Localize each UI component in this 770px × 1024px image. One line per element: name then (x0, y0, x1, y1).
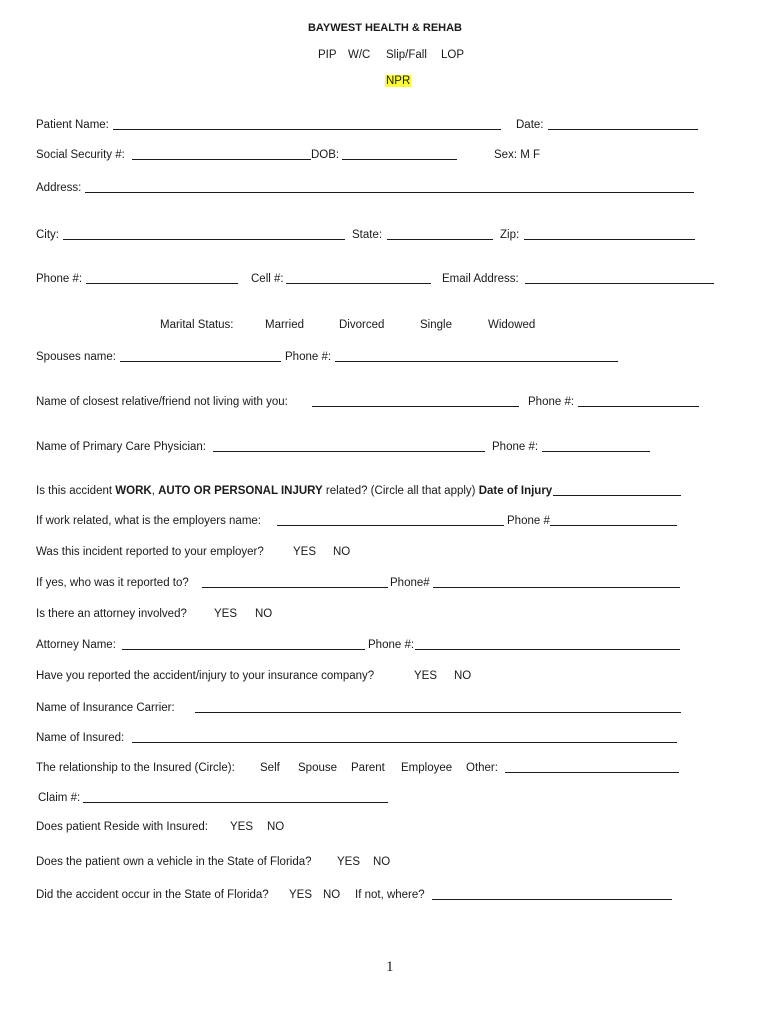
ssn-label: Social Security #: (36, 149, 125, 161)
attorney-yes[interactable]: YES (214, 608, 238, 620)
pcp-line[interactable] (213, 451, 485, 452)
marital-option-divorced[interactable]: Divorced (339, 319, 385, 331)
florida-question: Did the accident occur in the State of Florida? (36, 889, 269, 901)
dob-label: DOB: (311, 149, 340, 161)
vehicle-question: Does the patient own a vehicle in the State of Florida? (36, 856, 312, 868)
reside-no[interactable]: NO (267, 821, 285, 833)
attorney-phone-label: Phone #: (368, 639, 415, 651)
relative-line[interactable] (312, 406, 519, 407)
marital-option-married[interactable]: Married (265, 319, 304, 331)
reside-question: Does patient Reside with Insured: (36, 821, 208, 833)
insurance-no[interactable]: NO (454, 670, 472, 682)
marital-option-single[interactable]: Single (420, 319, 452, 331)
category-pip: PIP (318, 49, 337, 61)
cell-label: Cell #: (251, 273, 284, 285)
zip-label: Zip: (500, 229, 520, 241)
marital-option-widowed[interactable]: Widowed (488, 319, 536, 331)
reported-to-label: If yes, who was it reported to? (36, 577, 189, 589)
vehicle-no[interactable]: NO (373, 856, 391, 868)
injury-date-line[interactable] (553, 495, 681, 496)
attorney-question: Is there an attorney involved? (36, 608, 187, 620)
attorney-name-line[interactable] (122, 649, 365, 650)
vehicle-yes[interactable]: YES (337, 856, 361, 868)
carrier-line[interactable] (195, 712, 681, 713)
if-not-where-line[interactable] (432, 899, 672, 900)
category-lop: LOP (441, 49, 465, 61)
employer-label: If work related, what is the employers name: (36, 515, 261, 527)
marital-status-label: Marital Status: (160, 319, 234, 331)
zip-line[interactable] (524, 239, 695, 240)
if-not-where-label: If not, where? (355, 889, 425, 901)
relationship-spouse[interactable]: Spouse (298, 762, 338, 774)
insured-label: Name of Insured: (36, 732, 125, 744)
reported-phone-label: Phone# (390, 577, 430, 589)
spouse-phone-line[interactable] (335, 361, 618, 362)
phone-label: Phone #: (36, 273, 83, 285)
reported-question: Was this incident reported to your employer? (36, 546, 264, 558)
email-line[interactable] (525, 283, 714, 284)
insured-line[interactable] (132, 742, 677, 743)
pcp-label: Name of Primary Care Physician: (36, 441, 206, 453)
claim-label: Claim #: (38, 792, 81, 804)
employer-phone-label: Phone # (507, 515, 550, 527)
phone-line[interactable] (86, 283, 238, 284)
address-label: Address: (36, 182, 82, 194)
employer-phone-line[interactable] (550, 525, 677, 526)
sex-label: Sex: M F (494, 149, 541, 161)
patient-name-line[interactable] (113, 129, 501, 130)
category-wc: W/C (348, 49, 371, 61)
relationship-employee[interactable]: Employee (401, 762, 453, 774)
spouse-name-label: Spouses name: (36, 351, 116, 363)
reported-to-line[interactable] (202, 587, 388, 588)
relationship-label: The relationship to the Insured (Circle): (36, 762, 235, 774)
date-line[interactable] (548, 129, 698, 130)
accident-type-question: Is this accident WORK, AUTO OR PERSONAL INJURY related? (Circle all that apply) Date of Injury (36, 485, 553, 497)
relative-phone-label: Phone #: (528, 396, 575, 408)
reported-no[interactable]: NO (333, 546, 351, 558)
attorney-phone-line[interactable] (415, 649, 680, 650)
date-label: Date: (516, 119, 544, 131)
city-line[interactable] (63, 239, 345, 240)
relative-label: Name of closest relative/friend not living with you: (36, 396, 288, 408)
relationship-parent[interactable]: Parent (351, 762, 385, 774)
carrier-label: Name of Insurance Carrier: (36, 702, 175, 714)
email-label: Email Address: (442, 273, 519, 285)
spouse-name-line[interactable] (120, 361, 281, 362)
relationship-other: Other: (466, 762, 498, 774)
relationship-other-line[interactable] (505, 772, 679, 773)
patient-name-label: Patient Name: (36, 119, 109, 131)
category-slip-fall: Slip/Fall (386, 49, 427, 61)
insurance-yes[interactable]: YES (414, 670, 438, 682)
page-number: 1 (386, 959, 394, 975)
spouse-phone-label: Phone #: (285, 351, 332, 363)
cell-line[interactable] (286, 283, 431, 284)
reported-phone-line[interactable] (433, 587, 680, 588)
claim-line[interactable] (83, 802, 388, 803)
dob-line[interactable] (342, 159, 457, 160)
attorney-name-label: Attorney Name: (36, 639, 116, 651)
relationship-self[interactable]: Self (260, 762, 280, 774)
reside-yes[interactable]: YES (230, 821, 254, 833)
city-label: City: (36, 229, 59, 241)
relative-phone-line[interactable] (578, 406, 699, 407)
pcp-phone-label: Phone #: (492, 441, 539, 453)
employer-line[interactable] (277, 525, 504, 526)
attorney-no[interactable]: NO (255, 608, 273, 620)
category-npr: NPR (386, 75, 411, 87)
ssn-line[interactable] (132, 159, 311, 160)
insurance-question: Have you reported the accident/injury to your insurance company? (36, 670, 375, 682)
florida-no[interactable]: NO (323, 889, 341, 901)
state-label: State: (352, 229, 383, 241)
florida-yes[interactable]: YES (289, 889, 313, 901)
form-title: BAYWEST HEALTH & REHAB (307, 22, 462, 34)
state-line[interactable] (387, 239, 493, 240)
address-line[interactable] (85, 192, 694, 193)
pcp-phone-line[interactable] (542, 451, 650, 452)
reported-yes[interactable]: YES (293, 546, 317, 558)
